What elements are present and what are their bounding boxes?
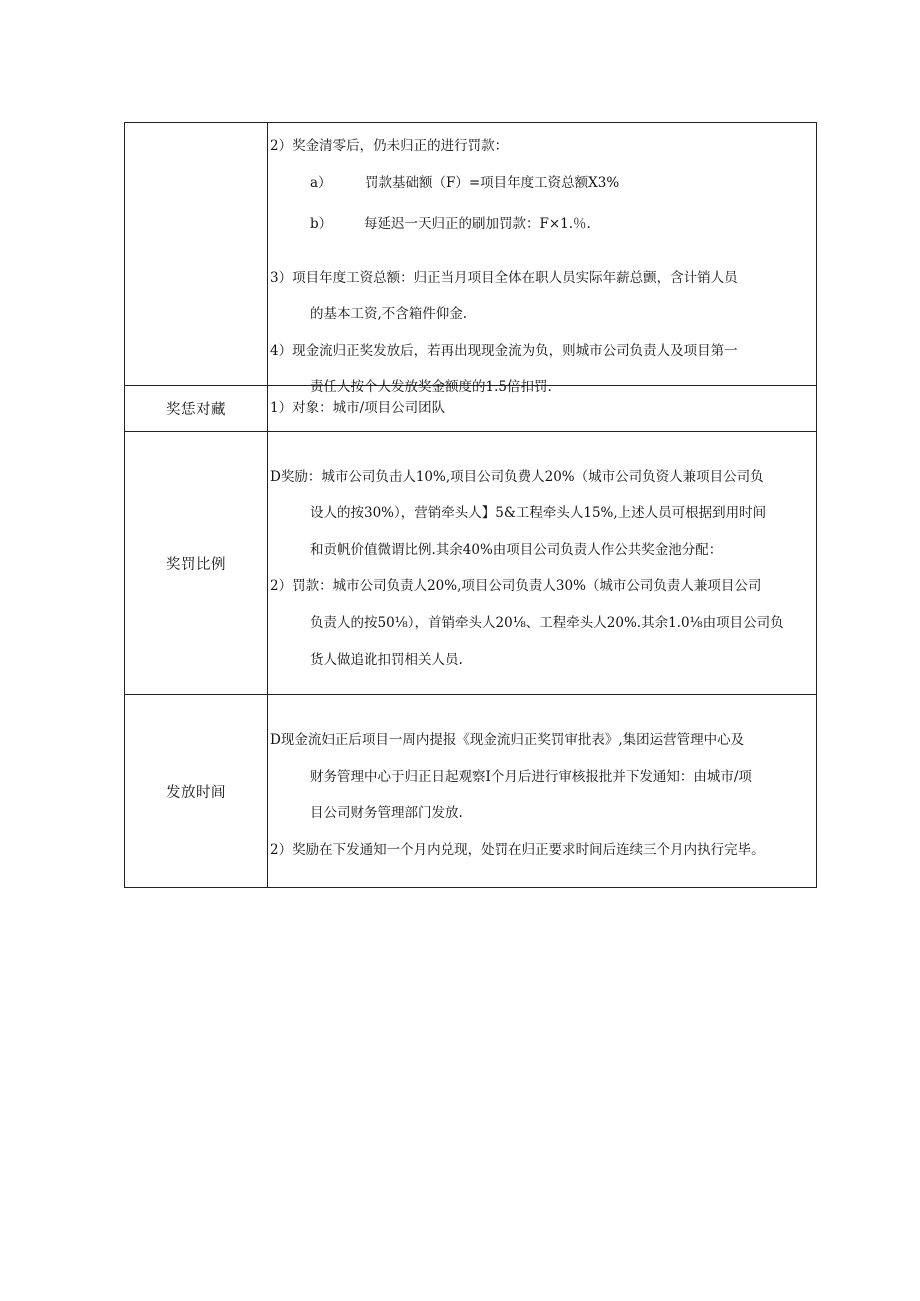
table-row — [125, 123, 817, 386]
target-content-clip — [268, 386, 816, 431]
ratio-line-1: D奖励：城市公司负击人10%,项目公司负费人20%（城市公司负资人兼项目公司负 — [270, 469, 764, 485]
timing-line-4: 2）奖励在下发通知一个月内兑现，处罚在归正要求时间后连续三个月内执行完毕。 — [270, 842, 765, 858]
timing-content-clip — [268, 695, 816, 887]
row-label-timing — [125, 695, 268, 888]
reoccurrence-line-2: 责任人按个人发放奖金额度的1.5倍扣罚. — [310, 379, 552, 395]
ratio-line-2: 设人的按30%），营销牵头人】5&工程牵头人15%,上述人员可根据到用时间 — [310, 505, 767, 521]
row-label: 奖罚比例 — [166, 556, 226, 573]
timing-line-1: D现金流妇正后项目一周内提报《现金流归正奖罚审批表》,集团运营管理中心及 — [270, 732, 745, 748]
row-label-ratio — [125, 432, 268, 695]
timing-line-2: 财务管理中心于归正日起观察I个月后进行审核报批并下发通知：由城市/项 — [310, 769, 752, 785]
ratio-content-clip — [268, 432, 816, 694]
table-row — [125, 432, 817, 695]
table-row — [125, 695, 817, 888]
row-label-target — [125, 386, 268, 432]
penalty-item-2: 2）奖金清零后，仍未归正的进行罚款： — [270, 138, 509, 154]
row-label-empty — [125, 123, 268, 386]
salary-definition-line-1: 3）项目年度工资总额：归正当月项目全体在职人员实际年薪总颤，含计销人员 — [270, 270, 738, 286]
row-label: 奖恁对藏 — [166, 402, 226, 418]
ratio-line-5: 负责人的按50⅛），首销牵头人20⅛、工程牵头人20%.其余1.0⅛由项目公司负 — [310, 615, 784, 631]
policy-table — [124, 122, 817, 888]
row-content-timing — [268, 695, 817, 888]
target-line-1: 1）对象：城市/项目公司团队 — [270, 400, 446, 416]
row-content-ratio — [268, 432, 817, 695]
row-content-penalty — [268, 123, 817, 395]
table-row — [125, 386, 817, 432]
penalty-content-clip — [268, 123, 816, 395]
sub-b-text: 每延迟一天归正的刷加罚款：F×1.％. — [364, 216, 591, 232]
ratio-line-3: 和贡帆价值微谓比例.其余40%由项目公司负责人作公共奖金池分配： — [310, 542, 723, 558]
timing-line-3: 目公司财务管理部门发放. — [310, 805, 463, 821]
sub-a-text: 罚款基础额（F）=项目年度工资总额X3% — [365, 175, 620, 191]
salary-definition-line-2: 的基本工资,不含箱件仰金. — [310, 306, 468, 322]
sub-a-marker: a） — [310, 175, 332, 191]
reoccurrence-line-1: 4）现金流归正奖发放后，若再出现现金流为负，则城市公司负责人及项目第一 — [270, 343, 738, 359]
ratio-line-6: 货人做追讹扣罚相关人员. — [310, 652, 463, 668]
row-label: 发放时闾 — [166, 784, 226, 801]
ratio-line-4: 2）罚款：城市公司负责人20%,项目公司负责人30%（城市公司负责人兼项目公司 — [270, 578, 762, 594]
row-content-target — [268, 386, 817, 432]
sub-b-marker: b） — [310, 216, 333, 232]
